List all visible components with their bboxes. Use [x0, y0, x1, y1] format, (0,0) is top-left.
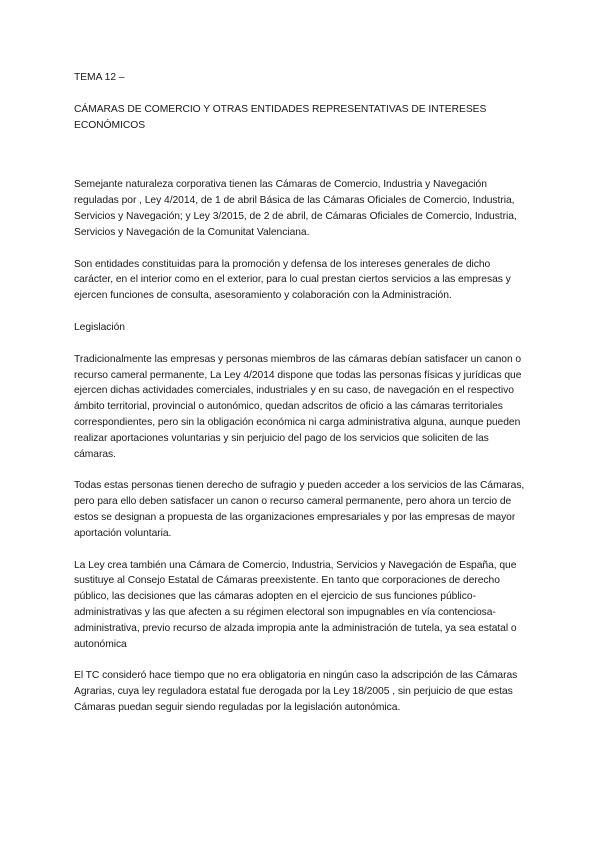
paragraph-intro-2: Son entidades constituidas para la promoción y defensa de los intereses generales de dicho carácter, en el interior como en el exterior, para lo cual prestan ciertos servicios a las empresas y ejercen funciones de consulta, asesoramiento y colaboración con la Administración. — [74, 258, 511, 302]
paragraph-legislacion-4: El TC consideró hace tiempo que no era obligatoria en ningún caso la adscripción de las Cámaras Agrarias, cuya ley reguladora estatal fue derogada por la Ley 18/2005 , sin perjuicio de que estas Cámaras puedan seguir siendo reguladas por la legislación autonómica. — [74, 670, 518, 713]
document-body — [74, 70, 526, 732]
paragraph-legislacion-3: La Ley crea también una Cámara de Comercio, Industria, Servicios y Navegación de España, que sustituye al Consejo Estatal de Cámaras preexistente. En tanto que corporaciones de derecho público, las decisiones que las cámaras adopten en el ejercicio de sus funciones público- administrativas y las que afecten a su régimen electoral son impugnables en vía contenciosa- administrativa, previo recurso de alzada impropia ante la administración de tutela, ya sea estatal o autonómica — [74, 559, 517, 650]
document-title: TEMA 12 – — [74, 72, 125, 83]
paragraph-intro-1: Semejante naturaleza corporativa tienen las Cámaras de Comercio, Industria y Navegación reguladas por , Ley 4/2014, de 1 de abril Básica de las Cámaras Oficiales de Comercio, Industria, Servicios y Navegación; y Ley 3/2015, de 2 de abril, de Cámaras Oficiales de Comercio, Industria, Servicios y Navegación de la Comunitat Valenciana. — [74, 179, 517, 238]
document-subtitle: CÁMARAS DE COMERCIO Y OTRAS ENTIDADES REPRESENTATIVAS DE INTERESES ECONÓMICOS — [74, 103, 487, 131]
section-heading-legislacion: Legislación — [74, 321, 125, 333]
paragraph-legislacion-2: Todas estas personas tienen derecho de sufragio y pueden acceder a los servicios de las Cámaras, pero para ello deben satisfacer un canon o recurso cameral permanente, pero ahora un tercio de estos se designan a propuesta de las organizaciones empresariales y por las empresas de mayor aportación voluntaria. — [74, 480, 525, 539]
paragraph-legislacion-1: Tradicionalmente las empresas y personas miembros de las cámaras debían satisfacer un canon o recurso cameral permanente, La Ley 4/2014 dispone que todas las personas físicas y jurídicas que ejercen dichas actividades comerciales, industriales y en su caso, de navegación en el respectivo ámbito territorial, provincial o autonómico, quedan adscritos de oficio a las cámaras territoriales correspondientes, pero sin la obligación económica ni carga administrativa alguna, aunque pueden realizar aportaciones voluntarias y sin perjuicio del pago de los servicios que soliciten de las cámaras. — [74, 353, 522, 460]
